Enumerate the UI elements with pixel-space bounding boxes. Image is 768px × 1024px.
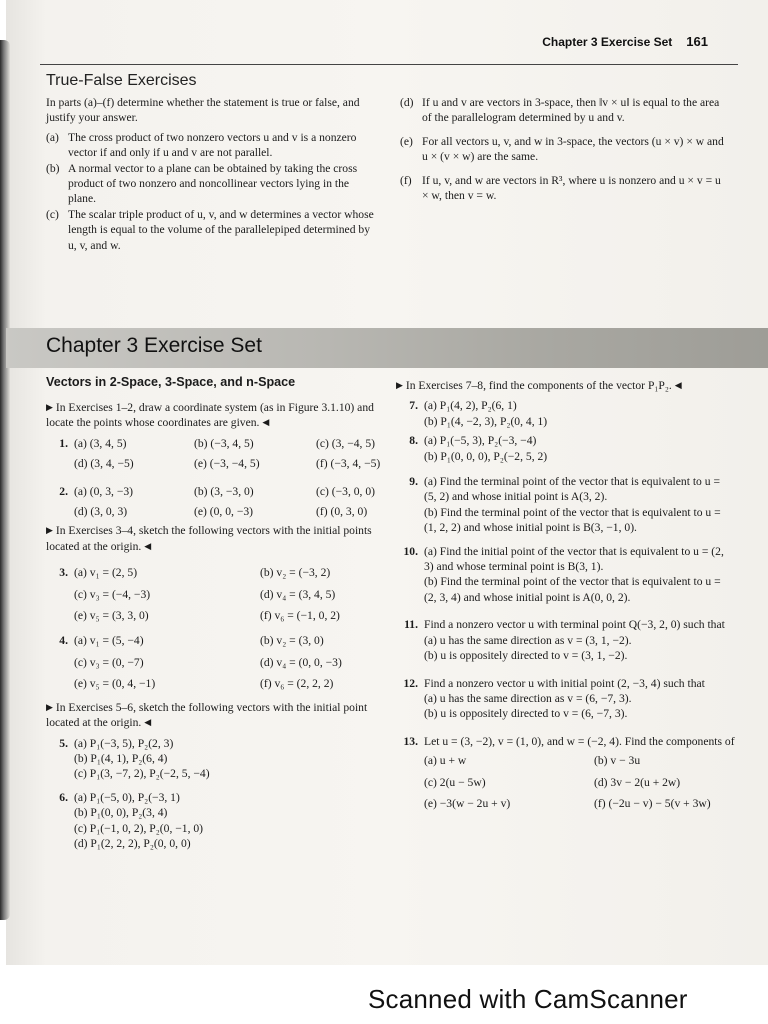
exercises-right-column [396, 378, 734, 811]
running-header [542, 34, 708, 49]
chapter-banner-title: Chapter 3 Exercise Set [46, 334, 262, 357]
true-false-intro: In parts (a)–(f) determine whether the statement is true or false, and justify your answer. [46, 96, 360, 125]
triangle-bullet-icon: ▶ [46, 402, 53, 412]
exercise-7: 7. (a) P₁(4, 2), P₂(6, 1) (b) P₁(4, −2, 3), P₂(0, 4, 1) [409, 399, 548, 428]
page-number: 161 [686, 34, 708, 49]
end-marker-icon: ◀ [144, 717, 152, 728]
true-false-item-f: (f) If u, v, and w are vectors in R³, where u is nonzero and u × v = u × w, then v = w. [400, 173, 721, 203]
exercise-12: 12. Find a nonzero vector u with initial point (2, −3, 4) such that (a) u has the same direction as v = (6, −7, 3). (b) u is oppositely directed to v = (6, −7, 3). [403, 676, 705, 721]
true-false-left-column [46, 95, 378, 253]
exercise-2: 2. (a) (0, 3, −3) (b) (3, −3, 0) (c) (−3, 0, 0) (d) (3, 0, 3) (e) (0, 0, −3) (f) (0, 3, 0) [59, 484, 376, 519]
triangle-bullet-icon: ▶ [46, 701, 53, 712]
true-false-item-e: (e) For all vectors u, v, and w in 3-space, the vectors (u × v) × w and u × (v × w) are the same. [400, 134, 724, 164]
section-title: Vectors in 2-Space, 3-Space, and n-Space [46, 375, 296, 389]
exercises-left-column [46, 396, 382, 851]
true-false-item-d: (d) If u and v are vectors in 3-space, then ‖v × u‖ is equal to the area of the parallelogram determined by u and v. [400, 96, 720, 125]
exercise-1: 1. (a) (3, 4, 5) (b) (−3, 4, 5) (c) (3, −4, 5) (d) (3, 4, −5) (e) (−3, −4, 5) (f) (−3, 4, −5) [59, 436, 381, 471]
end-marker-icon: ◀ [674, 380, 682, 390]
triangle-bullet-icon: ▶ [46, 525, 53, 536]
exercise-6: 6. (a) P₁(−5, 0), P₂(−3, 1) (b) P₁(0, 0), P₂(3, 4) (c) P₁(−1, 0, 2), P₂(0, −1, 0) (d) P₁(2, 2, 2), P₂(0, 0, 0) [59, 790, 204, 850]
end-marker-icon: ◀ [144, 540, 152, 551]
exercise-5: 5. (a) P₁(−3, 5), P₂(2, 3) (b) P₁(4, 1), P₂(6, 4) (c) P₁(3, −7, 2), P₂(−2, 5, −4) [59, 736, 210, 781]
exercise-3: 3. (a) v₁ = (2, 5) (b) v₂ = (−3, 2) (c) v₃ = (−4, −3) (d) v₄ = (3, 4, 5) (e) v₅ = (3, 3, 0) (f) v₆ = (−1, 0, 2) [59, 566, 340, 623]
instruction-5-6: ▶ In Exercises 5–6, sketch the following vectors with the initial point located at the origin. ◀ [46, 700, 368, 730]
running-title: Chapter 3 Exercise Set [542, 35, 673, 49]
exercise-10: 10. (a) Find the initial point of the vector that is equivalent to u = (2, 3) and whose terminal point is B(3, 1). (b) Find the terminal point of the vector that is equivalent to u = (2, 3, 4) and whose initial point is A(0, 0, 2). [403, 544, 724, 604]
exercise-9: 9. (a) Find the terminal point of the vector that is equivalent to u = (5, 2) and whose initial point is A(3, 2). (b) Find the terminal point of the vector that is equivalent to u = (1, 2, 2) and whose initial point is B(3, −1, 0). [409, 475, 721, 535]
true-false-title: True-False Exercises [46, 72, 197, 89]
instruction-3-4: ▶ In Exercises 3–4, sketch the following vectors with the initial points located at the origin. ◀ [46, 524, 372, 553]
chapter-banner [6, 328, 768, 368]
end-marker-icon: ◀ [262, 417, 270, 428]
true-false-item-c: (c) The scalar triple product of u, v, and w determines a vector whose length is equal to the volume of the parallelepiped determined by u, v, and w. [46, 207, 374, 252]
book-binding-shadow [0, 40, 10, 920]
true-false-right-column [400, 95, 728, 203]
camscanner-watermark: Scanned with CamScanner [368, 984, 688, 1014]
instruction-1-2: ▶ In Exercises 1–2, draw a coordinate system (as in Figure 3.1.10) and locate the points whose coordinates are given. ◀ [46, 401, 374, 430]
true-false-item-b: (b) A normal vector to a plane can be obtained by taking the cross product of two nonzero and noncollinear vectors lying in the plane. [46, 161, 358, 206]
exercise-4: 4. (a) v₁ = (5, −4) (b) v₂ = (3, 0) (c) v₃ = (0, −7) (d) v₄ = (0, 0, −3) (e) v₅ = (0, 4, −1) (f) v₆ = (2, 2, 2) [59, 634, 342, 691]
true-false-item-a: (a) The cross product of two nonzero vectors u and v is a nonzero vector if and only if u and v are not parallel. [46, 130, 357, 160]
exercise-13: 13. Let u = (3, −2), v = (1, 0), and w = (−2, 4). Find the components of (a) u + w (b) v − 3u (c) 2(u − 5w) (d) 3v − 2(u + 2w) (e) −3(w − 2u + v) (f) (−2u − v) − 5(v + 3w) [403, 734, 735, 810]
header-rule [40, 64, 738, 65]
triangle-bullet-icon: ▶ [396, 380, 403, 390]
exercise-11: 11. Find a nonzero vector u with terminal point Q(−3, 2, 0) such that (a) u has the same direction as v = (3, 1, −2). (b) u is oppositely directed to v = (3, 1, −2). [404, 618, 725, 663]
instruction-7-8: ▶ In Exercises 7–8, find the components of the vector P₁P₂. ◀ [396, 379, 682, 392]
exercise-8: 8. (a) P₁(−5, 3), P₂(−3, −4) (b) P₁(0, 0, 0), P₂(−2, 5, 2) [409, 434, 548, 463]
